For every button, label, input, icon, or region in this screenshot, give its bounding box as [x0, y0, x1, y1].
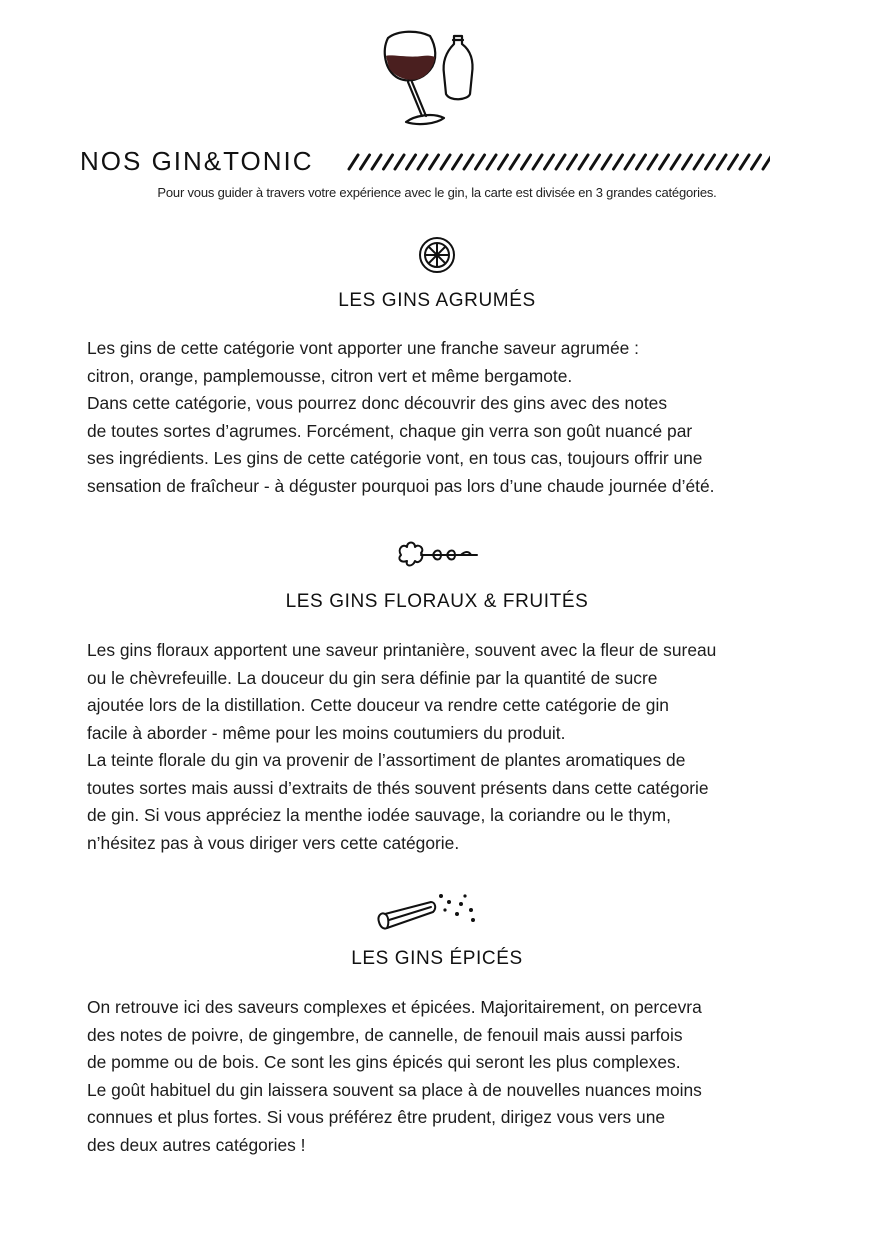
section-epices-icon-wrap: [0, 890, 874, 941]
cinnamon-stick-icon: [373, 890, 501, 936]
text-line: toutes sortes mais aussi d’extraits de thés souvent présents dans cette catégorie: [87, 777, 709, 798]
flower-sprig-icon: [395, 537, 479, 573]
section-agrumes-icon-wrap: [0, 234, 874, 281]
section-text-epices: [87, 994, 817, 1159]
intro-text: Pour vous guider à travers votre expérience avec le gin, la carte est divisée en 3 grandes catégories.: [157, 185, 717, 200]
section-text-floraux: [87, 637, 817, 857]
text-line: connues et plus fortes. Si vous préférez être prudent, dirigez vous vers une: [87, 1107, 666, 1127]
text-line: ses ingrédients. Les gins de cette catégorie vont, en tous cas, toujours offrir une: [87, 448, 703, 468]
text-line: ou le chèvrefeuille. La douceur du gin sera définie par la quantité de sucre: [87, 667, 658, 688]
text-line: Le goût habituel du gin laissera souvent sa place à de nouvelles nuances moins: [87, 1079, 702, 1100]
text-line: sensation de fraîcheur - à déguster pourquoi pas lors d’une chaude journée d’été.: [87, 475, 715, 496]
text-line: Les gins floraux apportent une saveur printanière, souvent avec la fleur de sureau: [87, 640, 717, 660]
text-line: des deux autres catégories !: [87, 1134, 306, 1155]
hatch-decoration: [345, 152, 770, 172]
section-text-agrumes: [87, 335, 817, 500]
text-line: La teinte florale du gin va provenir de l’assortiment de plantes aromatiques de: [87, 750, 686, 770]
section-floraux-icon-wrap: [0, 537, 874, 578]
section-title-epices: LES GINS ÉPICÉS: [351, 948, 523, 969]
text-line: ajoutée lors de la distillation. Cette douceur va rendre cette catégorie de gin: [87, 695, 669, 715]
citrus-slice-icon: [417, 234, 457, 276]
page-title: NOS GIN&TONIC: [80, 146, 314, 176]
section-title-agrumes: LES GINS AGRUMÉS: [338, 290, 536, 311]
text-line: n’hésitez pas à vous diriger vers cette catégorie.: [87, 832, 460, 853]
wine-glass-and-bottle-icon: [378, 30, 478, 134]
text-line: Les gins de cette catégorie vont apporter une franche saveur agrumée :: [87, 338, 640, 358]
section-title-floraux: LES GINS FLORAUX & FRUITÉS: [285, 591, 589, 612]
text-line: On retrouve ici des saveurs complexes et épicées. Majoritairement, on percevra: [87, 997, 702, 1017]
text-line: facile à aborder - même pour les moins coutumiers du produit.: [87, 722, 566, 743]
text-line: des notes de poivre, de gingembre, de cannelle, de fenouil mais aussi parfois: [87, 1024, 683, 1045]
text-line: de toutes sortes d’agrumes. Forcément, chaque gin verra son goût nuancé par: [87, 420, 693, 441]
text-line: de pomme ou de bois. Ce sont les gins épicés qui seront les plus complexes.: [87, 1052, 681, 1072]
text-line: Dans cette catégorie, vous pourrez donc découvrir des gins avec des notes: [87, 393, 668, 413]
text-line: de gin. Si vous appréciez la menthe iodée sauvage, la coriandre ou le thym,: [87, 805, 671, 825]
text-line: citron, orange, pamplemousse, citron vert et même bergamote.: [87, 365, 573, 386]
